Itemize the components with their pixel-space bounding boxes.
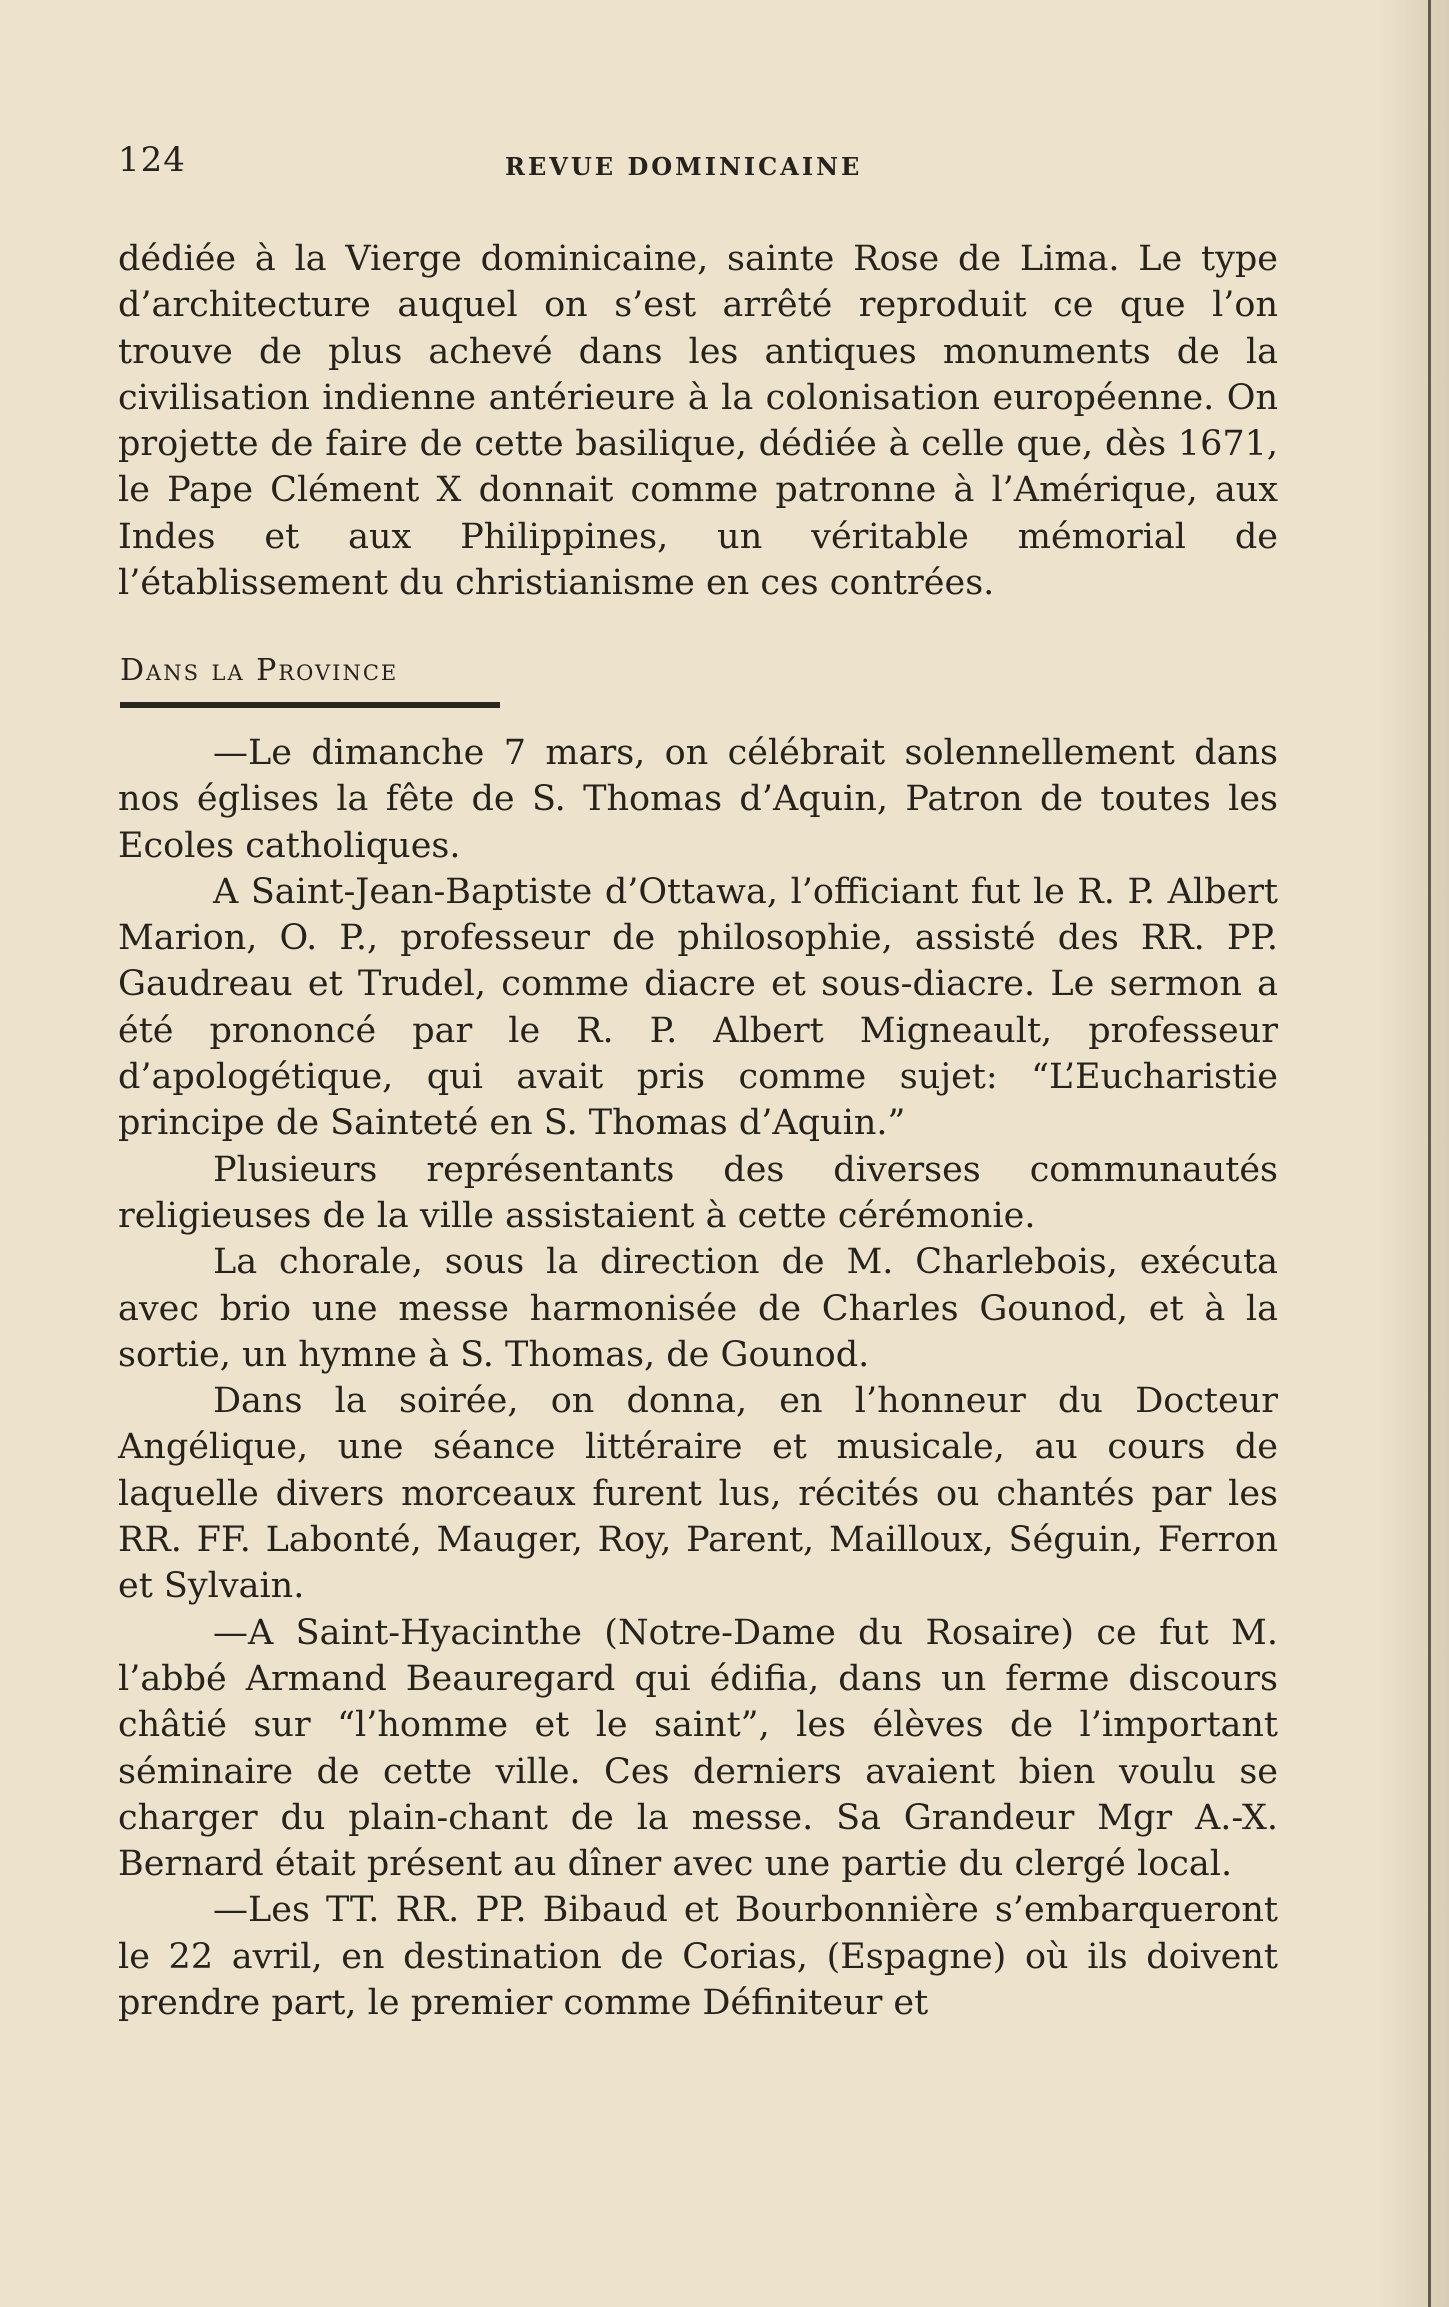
page-edge-line — [1428, 0, 1431, 2307]
section-text-block — [118, 730, 1278, 2026]
section-heading: Dans la Province — [120, 653, 399, 688]
paragraph-4: La chorale, sous la direction de M. Charlebois, exécuta avec brio une messe harmonisée de Charles Gounod, et à la sortie, un hymne à S. Thomas, de Gounod. — [118, 1242, 1278, 1375]
page-edge-shadow — [1379, 0, 1449, 2307]
section-heading-rule — [120, 702, 500, 708]
paragraph-6: —A Saint-Hyacinthe (Notre-Dame du Rosaire) ce fut M. l’abbé Armand Beauregard qui édifia, dans un ferme discours châtié sur “l’homme et le saint”, les élèves de l’important séminaire de cette ville. Ces derniers avaient bien voulu se charger du plain-chant de la messe. Sa Grandeur Mgr A.-X. Bernard était présent au dîner avec une partie du clergé local. — [118, 1612, 1278, 1885]
paragraph-1: —Le dimanche 7 mars, on célébrait solennellement dans nos églises la fête de S. Thomas d’Aquin, Patron de toutes les Ecoles catholiques. — [118, 733, 1278, 866]
intro-paragraph: dédiée à la Vierge dominicaine, sainte Rose de Lima. Le type d’architecture auquel on s’est arrêté reproduit ce que l’on trouve de plus achevé dans les antiques monuments de la civilisation indienne antérieure à la colonisation européenne. On projette de faire de cette basilique, dédiée à celle que, dès 1671, le Pape Clément X donnait comme patronne à l’Amérique, aux Indes et aux Philippines, un véritable mémorial de l’établissement du christianisme en ces contrées. — [118, 239, 1278, 604]
paragraph-7: —Les TT. RR. PP. Bibaud et Bourbonnière s’embarqueront le 22 avril, en destination de Corias, (Espagne) où ils doivent prendre part, le premier comme Définiteur et — [118, 1890, 1278, 2024]
paragraph-5: Dans la soirée, on donna, en l’honneur du Docteur Angélique, une séance littéraire et musicale, au cours de laquelle divers morceaux furent lus, récités ou chantés par les RR. FF. Labonté, Mauger, Roy, Parent, Mailloux, Séguin, Ferron et Sylvain. — [118, 1381, 1278, 1607]
paragraph-3: Plusieurs représentants des diverses communautés religieuses de la ville assistaient à cette cérémonie. — [118, 1149, 1278, 1236]
intro-text-block — [118, 236, 1278, 606]
running-title: REVUE DOMINICAINE — [505, 152, 863, 181]
paragraph-2: A Saint-Jean-Baptiste d’Ottawa, l’officiant fut le R. P. Albert Marion, O. P., professeur de philosophie, assisté des RR. PP. Gaudreau et Trudel, comme diacre et sous-diacre. Le sermon a été prononcé par le R. P. Albert Migneault, professeur d’apologétique, qui avait pris comme sujet: “L’Eucharistie principe de Sainteté en S. Thomas d’Aquin.” — [118, 871, 1278, 1144]
page-number: 124 — [118, 140, 186, 180]
